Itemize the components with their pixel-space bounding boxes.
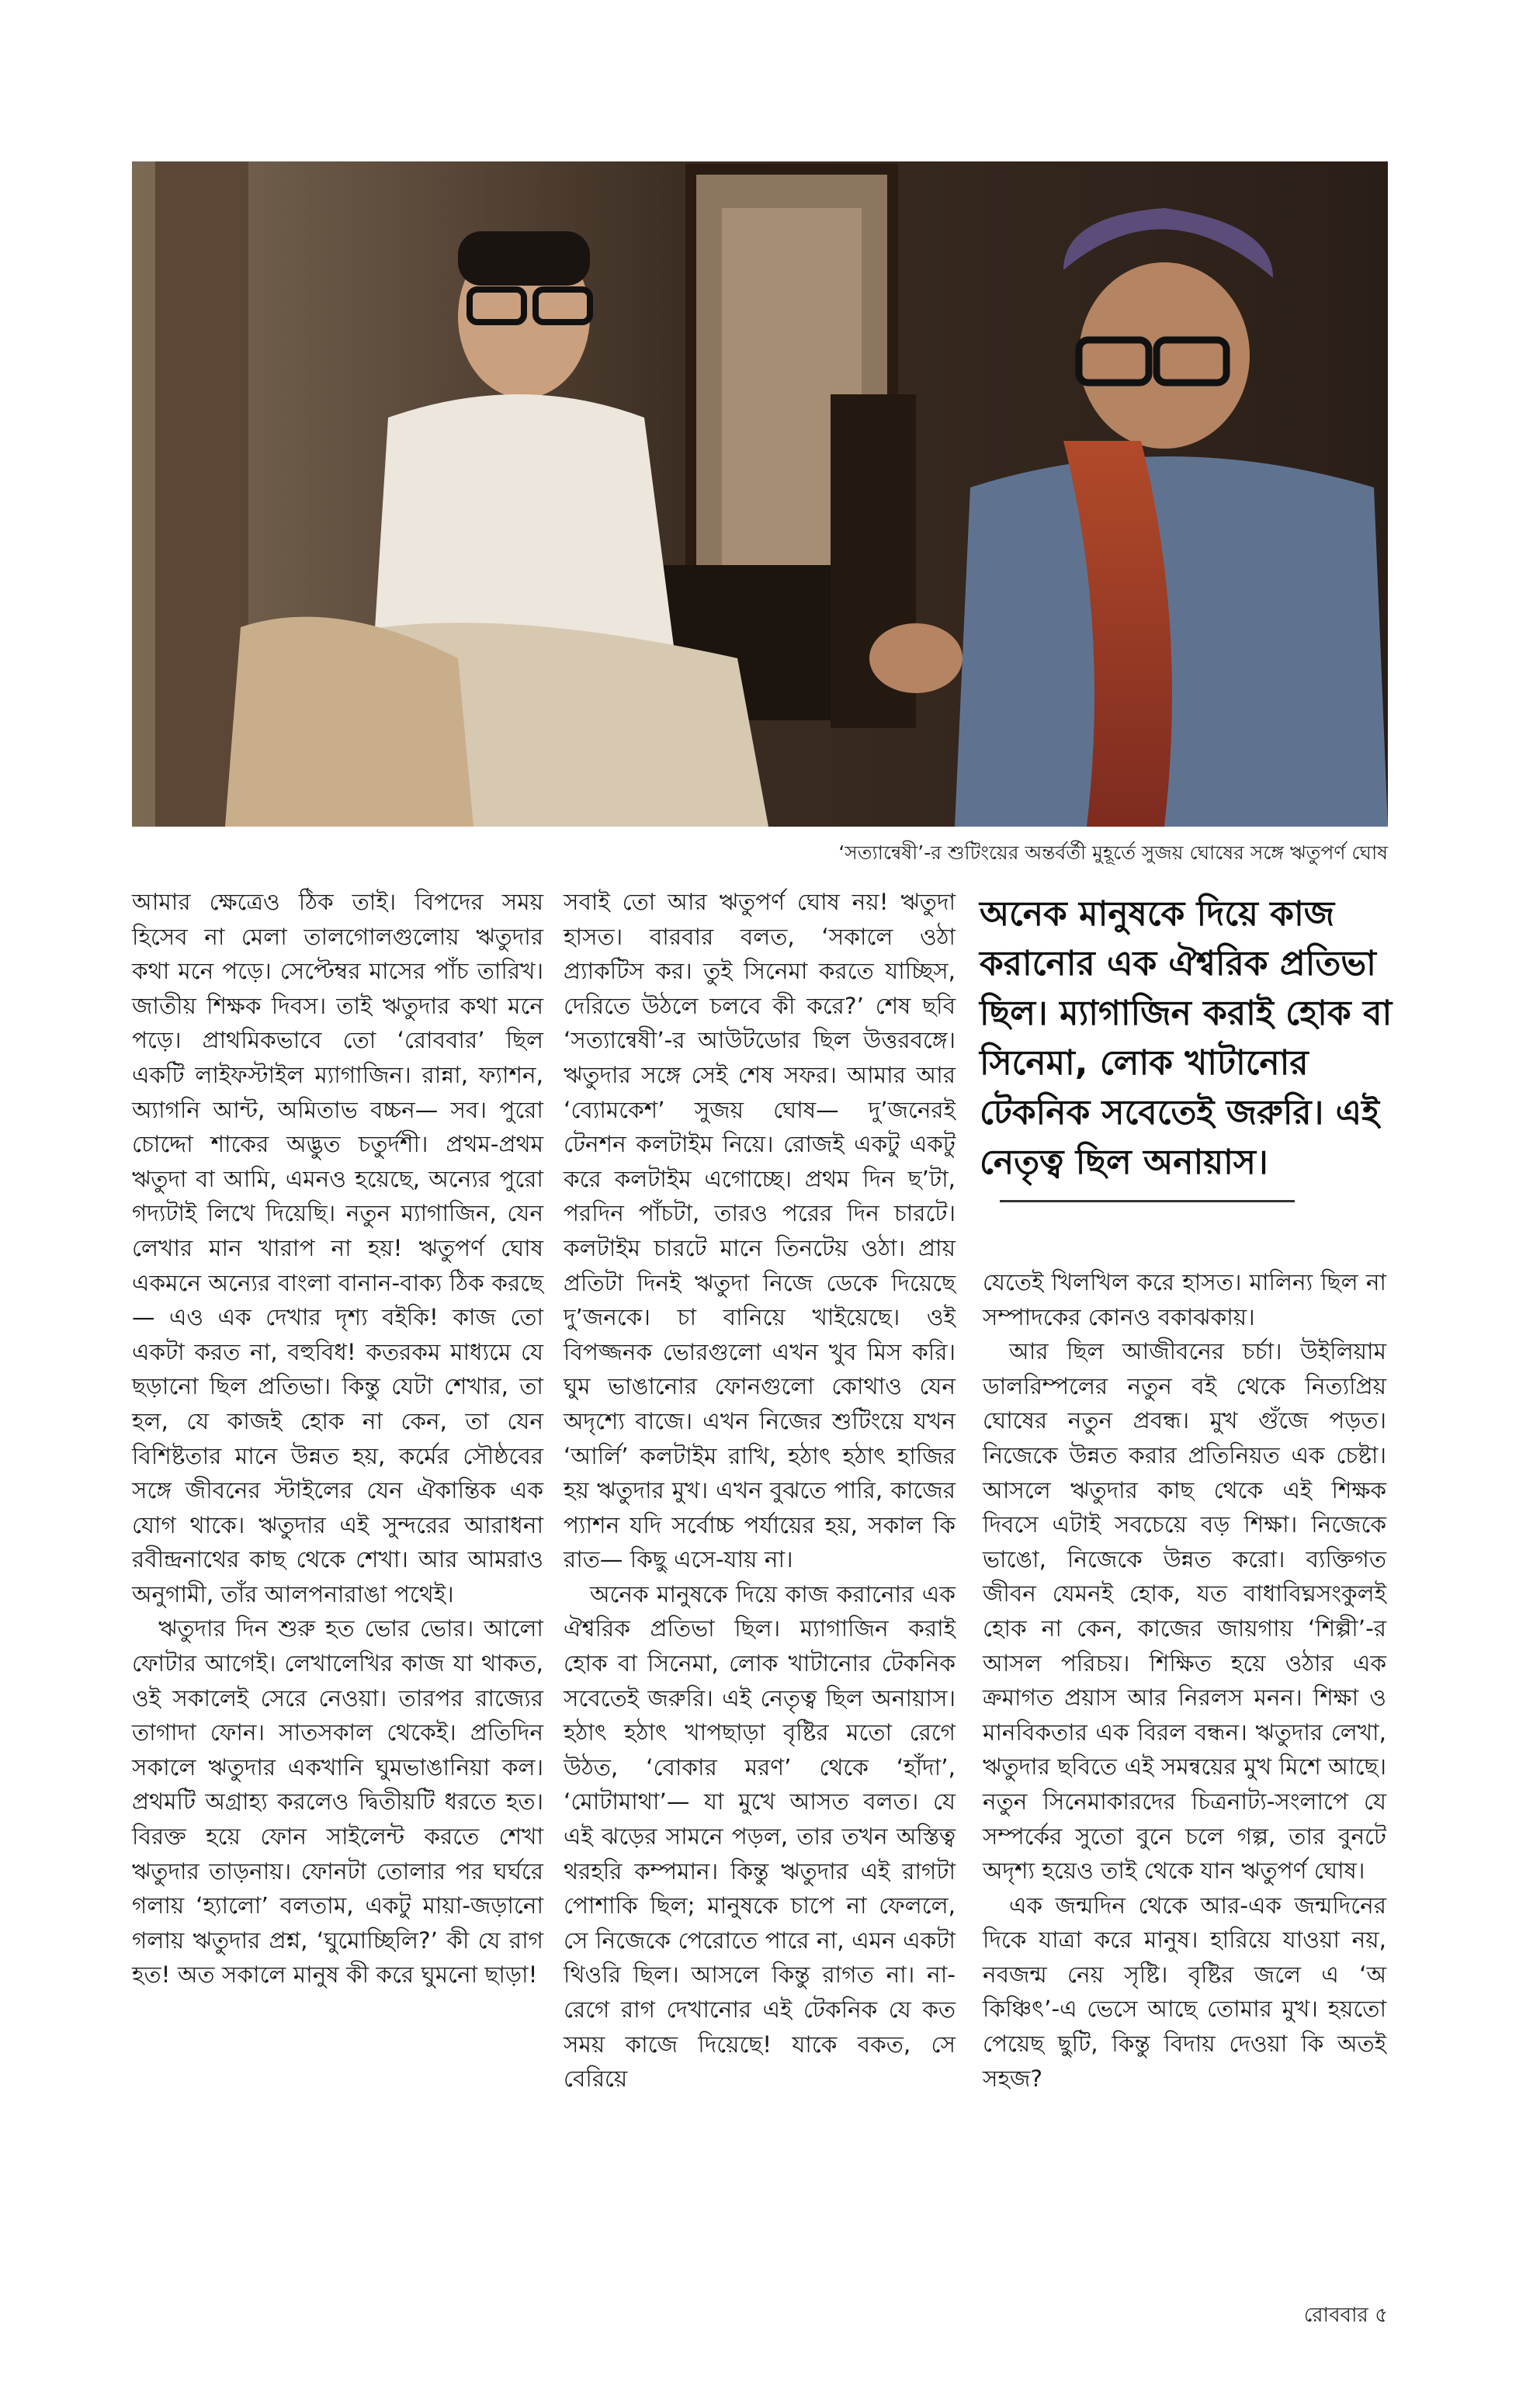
article-photo xyxy=(132,161,1388,827)
paragraph: সবাই তো আর ঋতুপর্ণ ঘোষ নয়! ঋতুদা হাসত। বারবার বলত, ‘সকালে ওঠা প্র্যাকটিস কর। তুই সিনেমা করতে যাচ্ছিস, দেরিতে উঠলে চলবে কী করে?’ শেষ ছবি ‘সত্যান্বেষী’-র আউটডোর ছিল উত্তরবঙ্গে। ঋতুদার সঙ্গে সেই শেষ সফর। আমার আর ‘ব্যোমকেশ’ সুজয় ঘোষ— দু’জনেরই টেনশন কলটাইম নিয়ে। রোজই একটু একটু করে কলটাইম এগোচ্ছে। প্রথম দিন ছ’টা, পরদিন পাঁচটা, তারও পরের দিন চারটে। কলটাইম চারটে মানে তিনটেয় ওঠা। প্রায় প্রতিটা দিনই ঋতুদা নিজে ডেকে দিয়েছে দু’জনকে। চা বানিয়ে খাইয়েছে। ওই বিপজ্জনক ভোরগুলো এখন খুব মিস করি। ঘুম ভাঙানোর ফোনগুলো কোথাও যেন অদৃশ্যে বাজে। এখন নিজের শুটিংয়ে যখন ‘আর্লি’ কলটাইম রাখি, হঠাৎ হঠাৎ হাজির হয় ঋতুদার মুখ। এখন বুঝতে পারি, কাজের প্যাশন যদি সর্বোচ্চ পর্যায়ের হয়, সকাল কি রাত— কিছু এসে-যায় না। xyxy=(564,889,956,1573)
photo-caption: ‘সত্যান্বেষী’-র শুটিংয়ের অন্তর্বর্তী মুহূর্তে সুজয় ঘোষের সঙ্গে ঋতুপর্ণ ঘোষ xyxy=(838,841,1388,864)
photo-illustration xyxy=(132,161,1388,827)
article-column-3 xyxy=(983,1265,1386,2096)
paragraph: এক জন্মদিন থেকে আর-এক জন্মদিনের দিকে যাত্রা করে মানুষ। হারিয়ে যাওয়া নয়, নবজন্ম নেয় সৃষ্টি। বৃষ্টির জলে এ ‘অ কিঞ্চিৎ’-এ ভেসে আছে তোমার মুখ। হয়তো পেয়েছ ছুটি, কিন্তু বিদায় দেওয়া কি অতই সহজ? xyxy=(983,1892,1386,2092)
divider-rule xyxy=(1000,1200,1295,1202)
paragraph: আর ছিল আজীবনের চর্চা। উইলিয়াম ডালরিম্পলের নতুন বই থেকে নিত্যপ্রিয় ঘোষের নতুন প্রবন্ধ। মুখ গুঁজে পড়ত। নিজেকে উন্নত করার প্রতিনিয়ত এক চেষ্টা। আসলে ঋতুদার কাছ থেকে এই শিক্ষক দিবসে এটাই সবচেয়ে বড় শিক্ষা। নিজেকে ভাঙো, নিজেকে উন্নত করো। ব্যক্তিগত জীবন যেমনই হোক, যত বাধাবিঘ্নসংকুলই হোক না কেন, কাজের জায়গায় ‘শিল্পী’-র আসল পরিচয়। শিক্ষিত হয়ে ওঠার এক ক্রমাগত প্রয়াস আর নিরলস মনন। শিক্ষা ও মানবিকতার এক বিরল বন্ধন। ঋতুদার লেখা, ঋতুদার ছবিতে এই সমন্বয়ের মুখ মিশে আছে। নতুন সিনেমাকারদের চিত্রনাট্য-সংলাপে যে সম্পর্কের সুতো বুনে চলে গল্প, তার বুনটে অদৃশ্য হয়েও তাই থেকে যান ঋতুপর্ণ ঘোষ। xyxy=(983,1338,1386,1885)
paragraph: আমার ক্ষেত্রেও ঠিক তাই। বিপদের সময় হিসেব না মেলা তালগোলগুলোয় ঋতুদার কথা মনে পড়ে। সেপ্টেম্বর মাসের পাঁচ তারিখ। জাতীয় শিক্ষক দিবস। তাই ঋতুদার কথা মনে পড়ে। প্রাথমিকভাবে তো ‘রোববার’ ছিল একটি লাইফস্টাইল ম্যাগাজিন। রান্না, ফ্যাশন, অ্যাগনি আন্ট, অমিতাভ বচ্চন— সব। পুরো চোদ্দো শাকের অদ্ভুত চতুর্দশী। প্রথম-প্রথম ঋতুদা বা আমি, এমনও হয়েছে, অন্যের পুরো গদ্যটাই লিখে দিয়েছি। নতুন ম্যাগাজিন, যেন লেখার মান খারাপ না হয়! ঋতুপর্ণ ঘোষ একমনে অন্যের বাংলা বানান-বাক্য ঠিক করছে— এও এক দেখার দৃশ্য বইকি! কাজ তো একটা করত না, বহুবিধ! কতরকম মাধ্যমে যে ছড়ানো ছিল প্রতিভা। কিন্তু যেটা শেখার, তা হল, যে কাজই হোক না কেন, তা যেন বিশিষ্টতার মানে উন্নত হয়, কর্মের সৌষ্ঠবের সঙ্গে জীবনের স্টাইলের যেন ঐকান্তিক এক যোগ থাকে। ঋতুদার এই সুন্দরের আরাধনা রবীন্দ্রনাথের কাছ থেকে শেখা। আর আমরাও অনুগামী, তাঁর আলপনারাঙা পথেই। xyxy=(132,889,543,1607)
paragraph: যেতেই খিলখিল করে হাসত। মালিন্য ছিল না সম্পাদকের কোনও বকাঝকায়। xyxy=(983,1269,1386,1330)
page-folio: রোববার ৫ xyxy=(1303,2304,1388,2327)
paragraph: অনেক মানুষকে দিয়ে কাজ করানোর এক ঐশ্বরিক প্রতিভা ছিল। ম্যাগাজিন করাই হোক বা সিনেমা, লোক খাটানোর টেকনিক সবেতেই জরুরি। এই নেতৃত্ব ছিল অনায়াস। হঠাৎ হঠাৎ খাপছাড়া বৃষ্টির মতো রেগে উঠত, ‘বোকার মরণ’ থেকে ‘হাঁদা’, ‘মোটামাথা’— যা মুখে আসত বলত। যে এই ঝড়ের সামনে পড়ল, তার তখন অস্তিত্ব থরহরি কম্পমান। কিন্তু ঋতুদার এই রাগটা পোশাকি ছিল; মানুষকে চাপে না ফেললে, সে নিজেকে পেরোতে পারে না, এমন একটা থিওরি ছিল। আসলে কিন্তু রাগত না। না-রেগে রাগ দেখানোর এই টেকনিক যে কত সময় কাজে দিয়েছে! যাকে বকত, সে বেরিয়ে xyxy=(564,1580,956,2093)
pull-quote: অনেক মানুষকে দিয়ে কাজ করানোর এক ঐশ্বরিক প্রতিভা ছিল। ম্যাগাজিন করাই হোক বা সিনেমা, লোক খাটানোর টেকনিক সবেতেই জরুরি। এই নেতৃত্ব ছিল অনায়াস। xyxy=(980,894,1393,1182)
paragraph: ঋতুদার দিন শুরু হত ভোর ভোর। আলো ফোটার আগেই। লেখালেখির কাজ যা থাকত, ওই সকালেই সেরে নেওয়া। তারপর রাজ্যের তাগাদা ফোন। সাতসকাল থেকেই। প্রতিদিন সকালে ঋতুদার একখানি ঘুমভাঙানিয়া কল। প্রথমটি অগ্রাহ্য করলেও দ্বিতীয়টি ধরতে হত। বিরক্ত হয়ে ফোন সাইলেন্ট করতে শেখা ঋতুদার তাড়নায়। ফোনটা তোলার পর ঘর্ঘরে গলায় ‘হ্যালো’ বলতাম, একটু মায়া-জড়ানো গলায় ঋতুদার প্রশ্ন, ‘ঘুমোচ্ছিলি?’ কী যে রাগ হত! অত সকালে মানুষ কী করে ঘুমনো ছাড়া! xyxy=(132,1615,543,1989)
article-column-2 xyxy=(564,885,956,2096)
article-column-1 xyxy=(132,885,543,1992)
